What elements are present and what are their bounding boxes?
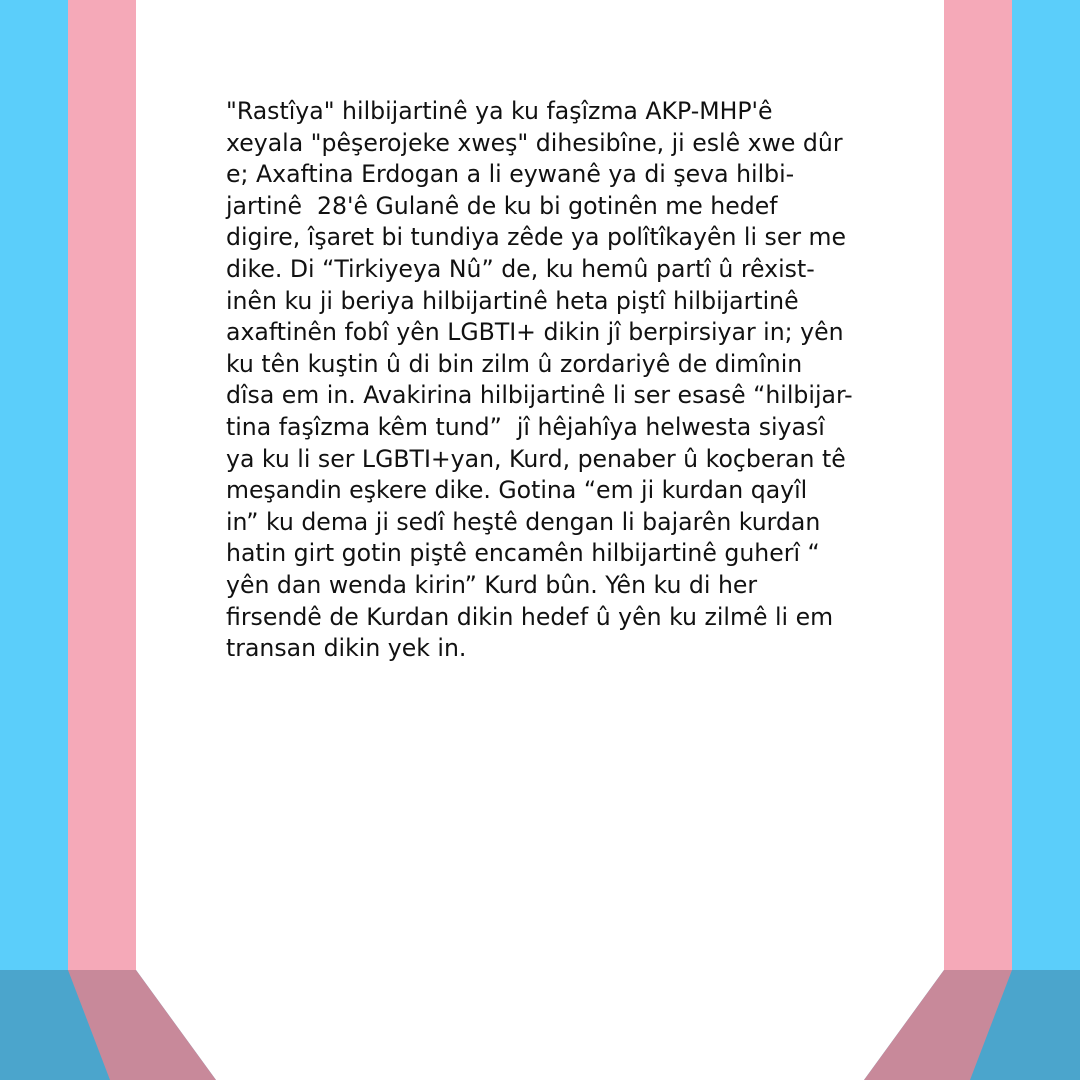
- article-line: in” ku dema ji sedî heştê dengan li bajarên kurdan: [226, 507, 821, 536]
- article-line: e; Axaftina Erdogan a li eywanê ya di şeva hilbi-: [226, 160, 795, 189]
- article-line: tina faşîzma kêm tund” jî hêjahîya helwesta siyasî: [226, 412, 825, 441]
- article-line: inên ku ji beriya hilbijartinê heta piştî hilbijartinê: [226, 286, 799, 315]
- left-pink-stripe: [68, 0, 136, 970]
- white-panel-taper: [136, 970, 944, 1080]
- article-line: yên dan wenda kirin” Kurd bûn. Yên ku di her: [226, 570, 758, 599]
- article-line: jartinê 28'ê Gulanê de ku bi gotinên me hedef: [226, 191, 778, 220]
- article-line: transan dikin yek in.: [226, 634, 467, 663]
- article-line: dîsa em in. Avakirina hilbijartinê li ser esasê “hilbijar-: [226, 381, 853, 410]
- article-line: digire, îşaret bi tundiya zêde ya polîtîkayên li ser me: [226, 223, 847, 252]
- article-line: ku tên kuştin û di bin zilm û zordariyê de dimînin: [226, 349, 803, 378]
- article-line: dike. Di “Tirkiyeya Nû” de, ku hemû partî û rêxist-: [226, 254, 815, 283]
- article-line: xeyala "pêşerojeke xweş" dihesibîne, ji eslê xwe dûr: [226, 128, 843, 157]
- article-line: "Rastîya" hilbijartinê ya ku faşîzma AKP-MHP'ê: [226, 97, 773, 125]
- article-line: axaftinên fobî yên LGBTI+ dikin jî berpirsiyar in; yên: [226, 318, 844, 347]
- right-pink-stripe: [944, 0, 1012, 970]
- article-line: meşandin eşkere dike. Gotina “em ji kurdan qayîl: [226, 476, 808, 505]
- article-line: firsendê de Kurdan dikin hedef û yên ku zilmê li em: [226, 602, 834, 631]
- article-line: hatin girt gotin piştê encamên hilbijartinê guherî “: [226, 539, 820, 568]
- article-text: [226, 96, 916, 665]
- article-line: ya ku li ser LGBTI+yan, Kurd, penaber û koçberan tê: [226, 444, 846, 473]
